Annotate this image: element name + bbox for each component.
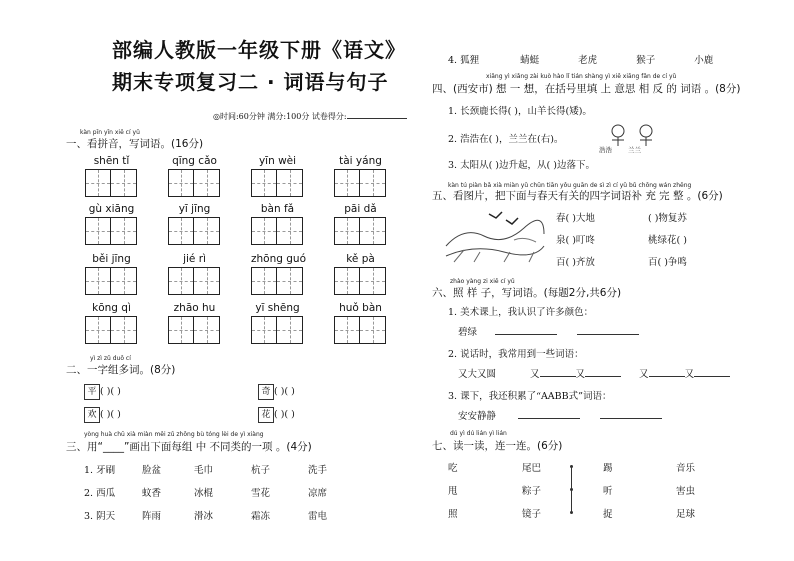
s2-item-4: 花 ( )( ) bbox=[258, 407, 295, 423]
writing-cell[interactable] bbox=[277, 218, 302, 244]
word-option[interactable]: 洗手 bbox=[308, 465, 328, 476]
s2-item-2: 欢 ( )( ) bbox=[84, 407, 121, 423]
writing-cell[interactable] bbox=[335, 218, 360, 244]
writing-grid[interactable] bbox=[251, 267, 303, 295]
writing-grid[interactable] bbox=[251, 217, 303, 245]
writing-cell[interactable] bbox=[252, 170, 277, 196]
pinyin-label: bàn fǎ bbox=[260, 203, 295, 215]
s1-title: 一、看拼音，写词语。(16分) bbox=[66, 138, 204, 150]
s1-pinyin: kàn pīn yīn xiě cí yǔ bbox=[80, 129, 140, 136]
s4-q3: 3. 太阳从( )边升起，从( )边落下。 bbox=[448, 160, 595, 171]
kid-name-2: 兰兰 bbox=[628, 146, 641, 154]
writing-cell[interactable] bbox=[111, 268, 136, 294]
writing-grid[interactable] bbox=[334, 316, 386, 344]
idiom-blank: 泉( )叮咚 bbox=[556, 235, 595, 246]
idiom-blank: 桃绿花( ) bbox=[648, 235, 687, 246]
writing-cell[interactable] bbox=[86, 317, 111, 343]
match-word[interactable]: 吃 bbox=[448, 463, 458, 474]
s6-example-3: 安安静静 bbox=[458, 408, 662, 422]
s2-title: 二、一字组多词。(8分) bbox=[66, 364, 176, 376]
writing-grid[interactable] bbox=[334, 217, 386, 245]
s6-q2: 2. 说话时，我常用到一些词语： bbox=[448, 349, 584, 360]
writing-cell[interactable] bbox=[169, 268, 194, 294]
exam-info: ◎时间:60分钟 满分:100分 试卷得分: bbox=[213, 111, 407, 122]
s6-q1: 1. 美术课上，我认识了许多颜色： bbox=[448, 307, 594, 318]
match-word[interactable]: 照 bbox=[448, 509, 458, 520]
pinyin-label: kōng qì bbox=[92, 302, 131, 314]
s6-title: 六、照 样 子，写词语。(每题2分,共6分) bbox=[432, 287, 622, 299]
pinyin-label: tài yáng bbox=[339, 155, 382, 167]
idiom-blank: ( )物复苏 bbox=[648, 213, 687, 224]
pinyin-label: huǒ bàn bbox=[339, 302, 382, 314]
writing-grid[interactable] bbox=[168, 267, 220, 295]
match-word[interactable]: 足球 bbox=[676, 509, 696, 520]
s3-pinyin: yòng huà chū xià miàn měi zǔ zhōng bù tóng lèi de yì xiàng bbox=[84, 431, 264, 438]
writing-cell[interactable] bbox=[194, 317, 219, 343]
s4-q2: 2. 浩浩在( )，兰兰在(右)。 bbox=[448, 134, 564, 145]
pinyin-label: zhāo hu bbox=[173, 302, 216, 314]
writing-grid[interactable] bbox=[251, 316, 303, 344]
writing-grid[interactable] bbox=[168, 316, 220, 344]
writing-grid[interactable] bbox=[251, 169, 303, 197]
match-word[interactable]: 甩 bbox=[448, 486, 458, 497]
word-option[interactable]: 雷电 bbox=[308, 511, 328, 522]
writing-cell[interactable] bbox=[169, 218, 194, 244]
word-option[interactable]: 阵雨 bbox=[142, 511, 162, 522]
match-word[interactable]: 听 bbox=[603, 486, 613, 497]
writing-cell[interactable] bbox=[252, 218, 277, 244]
writing-cell[interactable] bbox=[277, 317, 302, 343]
s4-pinyin: xiǎng yì xiǎng zài kuò hào lǐ tián shàng yì xiē xiāng fǎn de cí yǔ bbox=[486, 73, 677, 80]
dot-column-line bbox=[571, 466, 572, 512]
word-option[interactable]: 冰棍 bbox=[194, 488, 214, 499]
kid-name-1: 浩浩 bbox=[599, 146, 612, 154]
page-title-line1: 部编人教版一年级下册《语文》 bbox=[112, 38, 406, 62]
word-option[interactable]: 脸盆 bbox=[142, 465, 162, 476]
writing-grid[interactable] bbox=[168, 169, 220, 197]
word-option[interactable]: 3. 阴天 bbox=[84, 511, 116, 522]
writing-grid[interactable] bbox=[85, 316, 137, 344]
writing-cell[interactable] bbox=[335, 170, 360, 196]
writing-cell[interactable] bbox=[86, 170, 111, 196]
word-option[interactable]: 霜冻 bbox=[251, 511, 271, 522]
pinyin-label: pāi dǎ bbox=[344, 203, 377, 215]
writing-grid[interactable] bbox=[85, 169, 137, 197]
writing-cell[interactable] bbox=[360, 268, 385, 294]
pinyin-label: gù xiāng bbox=[88, 203, 135, 215]
writing-cell[interactable] bbox=[194, 268, 219, 294]
pinyin-label: kě pà bbox=[346, 253, 375, 265]
s2-item-1: 平 ( )( ) bbox=[84, 384, 121, 400]
match-word[interactable]: 踢 bbox=[603, 463, 613, 474]
word-option[interactable]: 雪花 bbox=[251, 488, 271, 499]
match-word[interactable]: 捉 bbox=[603, 509, 613, 520]
word-option[interactable]: 杭子 bbox=[251, 465, 271, 476]
writing-cell[interactable] bbox=[111, 317, 136, 343]
s6-example-2: 又大又圆 又 又 又 又 bbox=[458, 366, 730, 380]
writing-cell[interactable] bbox=[252, 317, 277, 343]
s6-q3: 3. 课下，我还积累了“AABB式”词语： bbox=[448, 391, 612, 402]
idiom-blank: 百( )齐放 bbox=[556, 257, 595, 268]
match-word[interactable]: 镜子 bbox=[522, 509, 542, 520]
pinyin-label: yī jīng bbox=[178, 203, 211, 215]
writing-grid[interactable] bbox=[85, 217, 137, 245]
writing-cell[interactable] bbox=[335, 268, 360, 294]
writing-cell[interactable] bbox=[86, 218, 111, 244]
match-word[interactable]: 音乐 bbox=[676, 463, 696, 474]
writing-cell[interactable] bbox=[111, 170, 136, 196]
s5-pinyin: kàn tú piàn bǎ xià miàn yǔ chūn tiān yǒu guān de sì zì cí yǔ bǔ chōng wán zhěng bbox=[448, 182, 692, 189]
writing-cell[interactable] bbox=[360, 170, 385, 196]
page-title-line2: 期末专项复习二 · 词语与句子 bbox=[112, 70, 389, 94]
writing-grid[interactable] bbox=[168, 217, 220, 245]
writing-grid[interactable] bbox=[334, 267, 386, 295]
writing-cell[interactable] bbox=[111, 218, 136, 244]
s4-q1: 1. 长颈鹿长得( )，山羊长得(矮)。 bbox=[448, 106, 592, 117]
writing-cell[interactable] bbox=[86, 268, 111, 294]
pinyin-label: běi jīng bbox=[92, 253, 131, 265]
writing-cell[interactable] bbox=[277, 170, 302, 196]
writing-grid[interactable] bbox=[334, 169, 386, 197]
s7-pinyin: dú yì dú lián yì lián bbox=[450, 430, 507, 437]
s3-title: 三、用“____”画出下面每组 中 不同类的一项 。(4分) bbox=[66, 441, 312, 453]
spring-landscape-image bbox=[444, 206, 546, 264]
pinyin-label: qīng cǎo bbox=[172, 155, 217, 167]
match-word[interactable]: 粽子 bbox=[522, 486, 542, 497]
s7-title: 七、读一读，连一连。(6分) bbox=[432, 440, 563, 452]
s2-pinyin: yì zì zǔ duō cí bbox=[90, 355, 131, 362]
match-word[interactable]: 尾巴 bbox=[522, 463, 542, 474]
s3-row-4: 4. 狐狸 蜻蜓 老虎 猴子 小鹿 bbox=[448, 55, 714, 66]
writing-cell[interactable] bbox=[360, 317, 385, 343]
idiom-blank: 百( )争鸣 bbox=[648, 257, 687, 268]
word-option[interactable]: 1. 牙刷 bbox=[84, 465, 116, 476]
pinyin-label: yīn wèi bbox=[258, 155, 297, 167]
pinyin-label: yī shēng bbox=[255, 302, 300, 314]
writing-cell[interactable] bbox=[360, 218, 385, 244]
word-option[interactable]: 滑冰 bbox=[194, 511, 214, 522]
word-option[interactable]: 凉席 bbox=[308, 488, 328, 499]
match-word[interactable]: 害虫 bbox=[676, 486, 696, 497]
word-option[interactable]: 毛巾 bbox=[194, 465, 214, 476]
pinyin-label: jié rì bbox=[183, 253, 206, 265]
writing-cell[interactable] bbox=[335, 317, 360, 343]
writing-grid[interactable] bbox=[85, 267, 137, 295]
word-option[interactable]: 蚊香 bbox=[142, 488, 162, 499]
writing-cell[interactable] bbox=[194, 218, 219, 244]
s6-example-1: 碧绿 bbox=[458, 324, 639, 338]
writing-cell[interactable] bbox=[169, 317, 194, 343]
writing-cell[interactable] bbox=[194, 170, 219, 196]
word-option[interactable]: 2. 西瓜 bbox=[84, 488, 116, 499]
writing-cell[interactable] bbox=[277, 268, 302, 294]
s6-pinyin: zhào yàng zi xiě cí yǔ bbox=[450, 278, 515, 285]
s5-title: 五、看图片，把下面与春天有关的四字词语补 充 完 整 。(6分) bbox=[432, 190, 723, 202]
writing-cell[interactable] bbox=[169, 170, 194, 196]
pinyin-label: shēn tǐ bbox=[93, 155, 130, 167]
s4-title: 四、(西安市) 想 一 想，在括号里填 上 意思 相 反 的 词语 。(8分) bbox=[432, 83, 741, 95]
pinyin-label: zhōng guó bbox=[251, 253, 306, 265]
s2-item-3: 奇 ( )( ) bbox=[258, 384, 295, 400]
idiom-blank: 春( )大地 bbox=[556, 213, 595, 224]
writing-cell[interactable] bbox=[252, 268, 277, 294]
